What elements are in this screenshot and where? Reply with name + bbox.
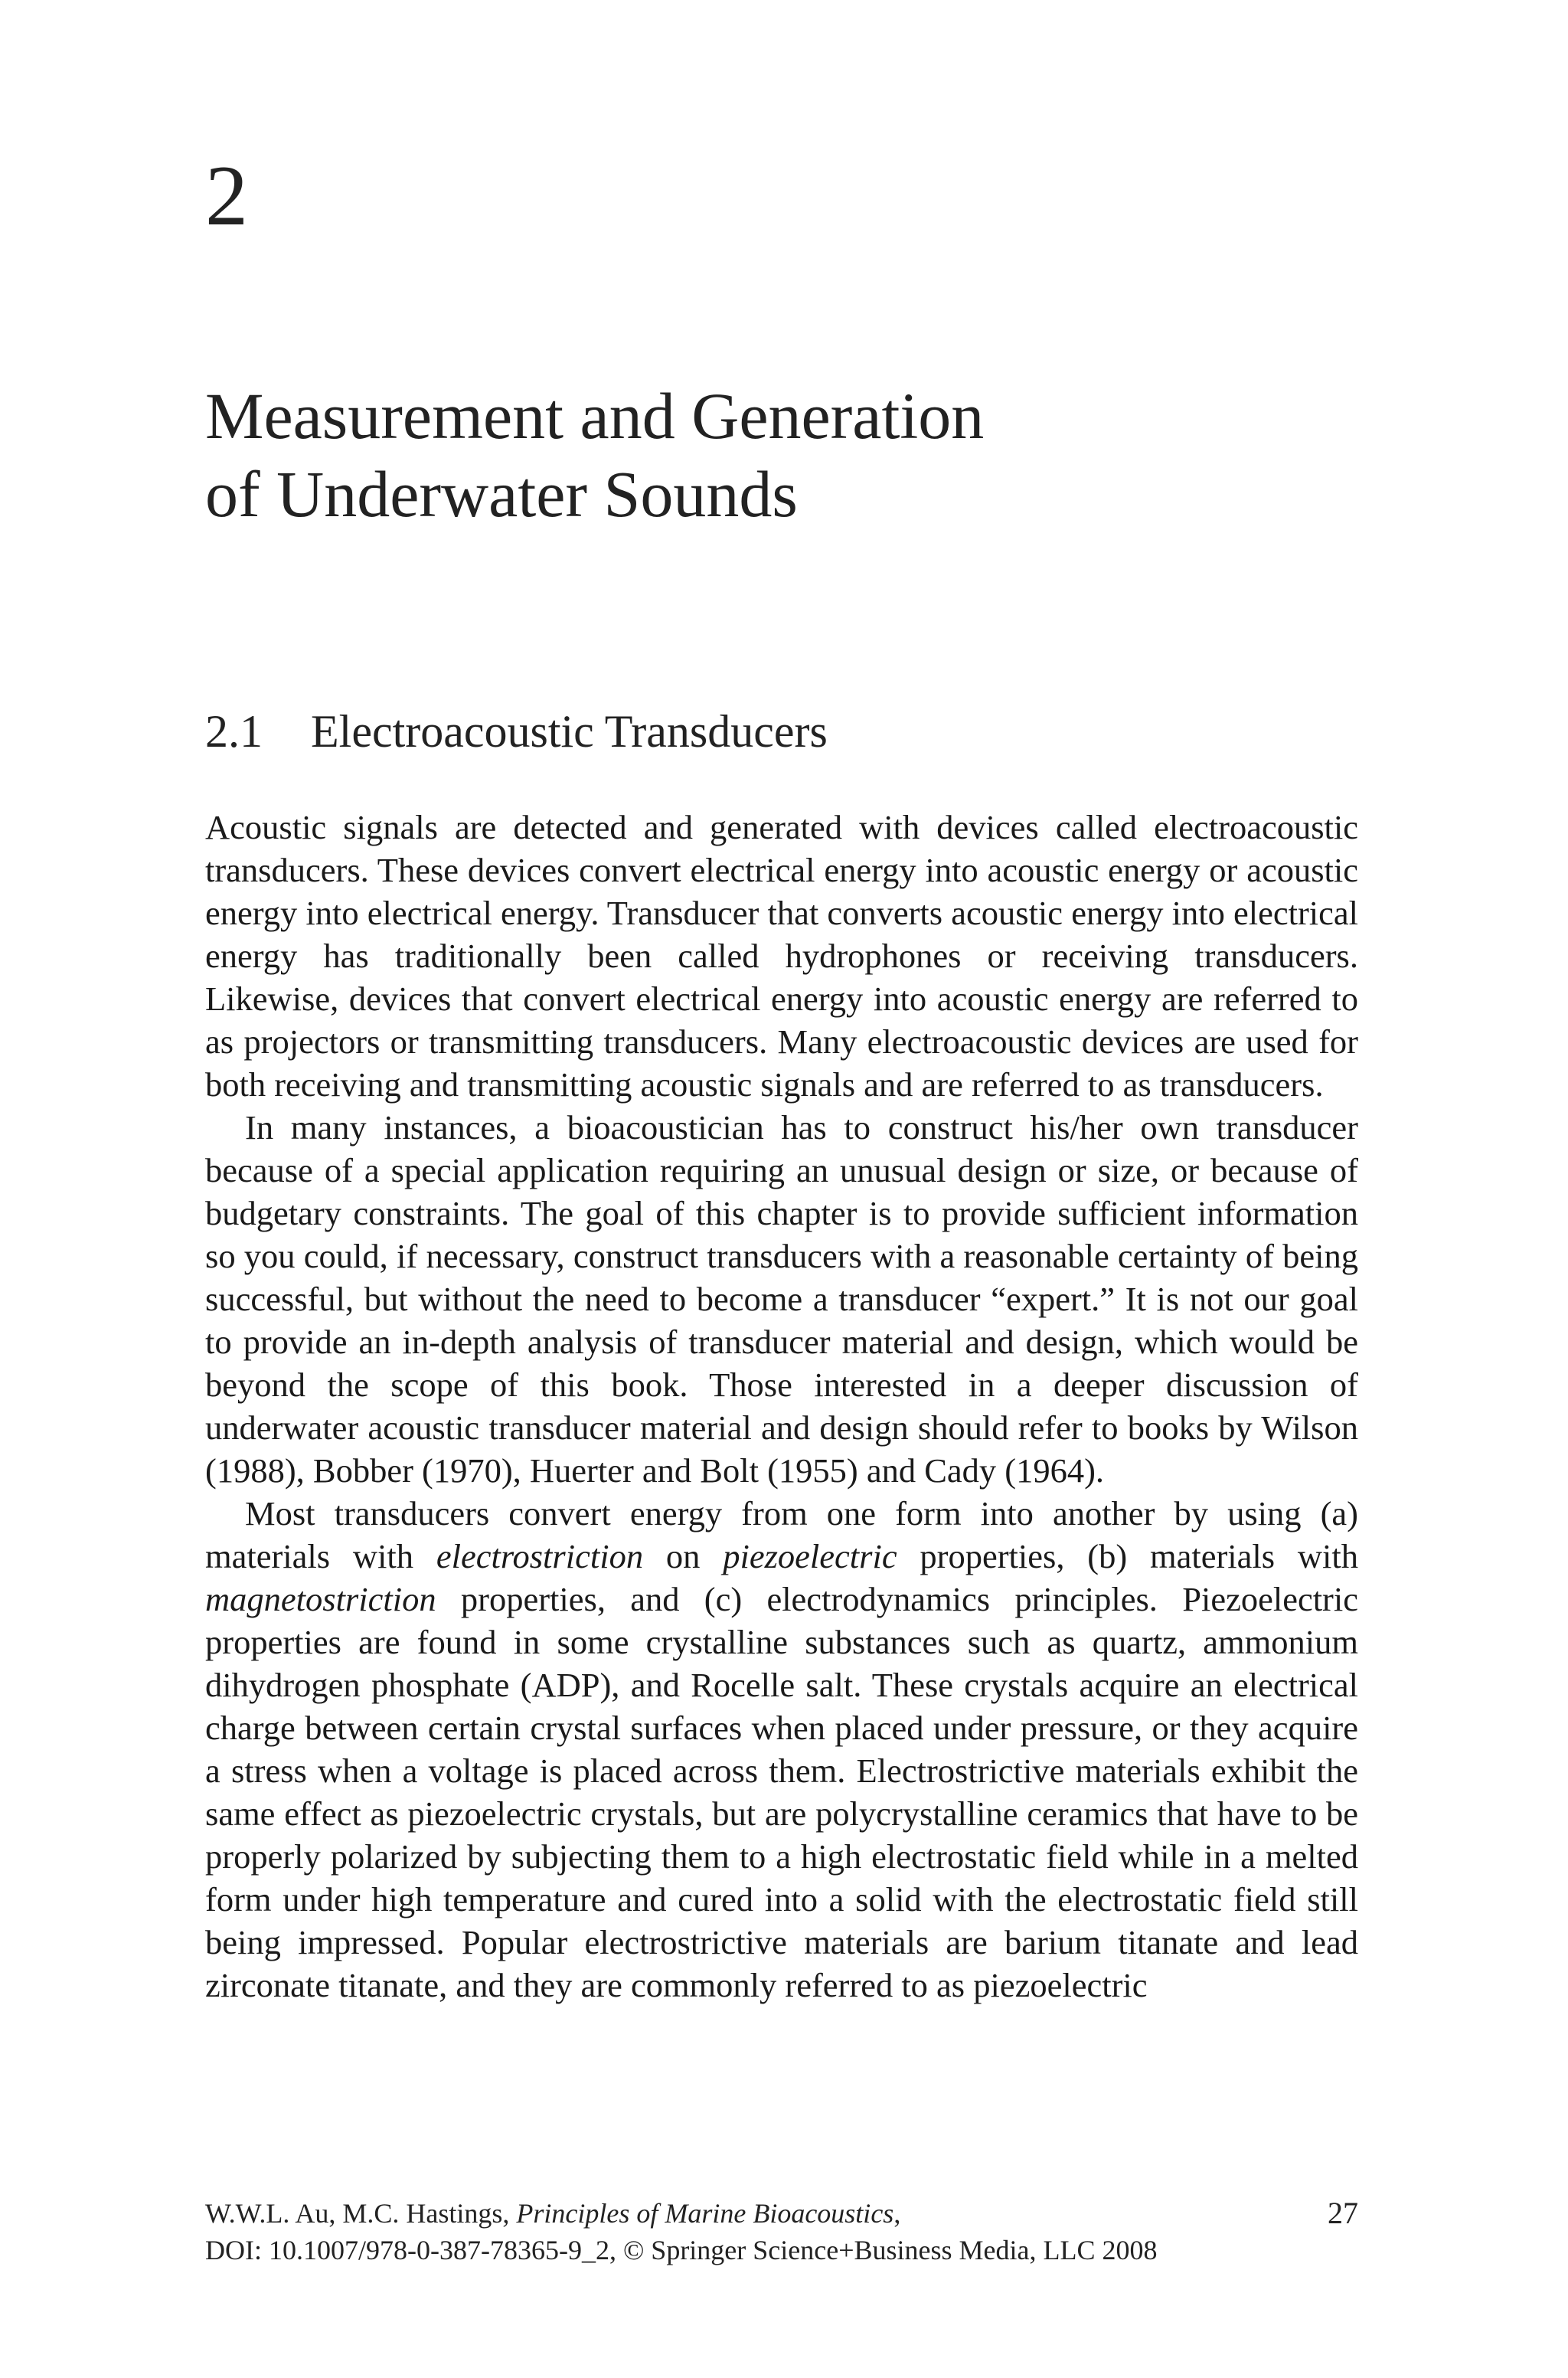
citation-line — [205, 2195, 1358, 2232]
body-text — [205, 806, 1358, 2007]
citation-book-title: Principles of Marine Bioacoustics — [516, 2198, 894, 2229]
term-electrostriction: electrostriction — [436, 1537, 644, 1575]
paragraph-3-text-2: on — [643, 1537, 724, 1575]
doi-line: DOI: 10.1007/978-0-387-78365-9_2, © Springer Science+Business Media, LLC 2008 — [205, 2235, 1158, 2265]
citation-authors: W.W.L. Au, M.C. Hastings, — [205, 2198, 517, 2229]
paragraph-2: In many instances, a bioacoustician has to construct his/her own transducer because of a special application requiring an unusual design or size, or because of budgetary constraints. The goal of this chapter is to provide sufficient information so you could, if necessary, construct transducers with a reasonable certainty of being successful, but without the need to become a transducer “expert.” It is not our goal to provide an in-depth analysis of transducer material and design, which would be beyond the scope of this book. Those interested in a deeper discussion of underwater acoustic transducer material and design should refer to books by Wilson (1988), Bobber (1970), Huerter and Bolt (1955) and Cady (1964). — [205, 1108, 1358, 1490]
paragraph-3-text-1: Most transducers convert energy from one form into another by using (a) materials with — [205, 1494, 1358, 1575]
chapter-title-line-2: of Underwater Sounds — [205, 457, 798, 531]
page-footer — [205, 2195, 1358, 2268]
chapter-title-line-1: Measurement and Generation — [205, 379, 985, 453]
section-title: Electroacoustic Transducers — [311, 706, 828, 757]
chapter-title — [205, 377, 1354, 533]
page-number: 27 — [1328, 2196, 1358, 2230]
term-piezoelectric: piezoelectric — [723, 1537, 897, 1575]
paragraph-3 — [205, 1492, 1358, 2007]
paragraph-3-text-4: properties, and (c) electrodynamics principles. Piezoelectric properties are found in some crystalline substances such as quartz, ammonium dihydrogen phosphate (ADP), and Rocelle salt. These crystals acquire an electrical charge between certain crystal surfaces when placed under pressure, or they acquire a stress when a voltage is placed across them. Electrostrictive materials exhibit the same effect as piezoelectric crystals, but are polycrystalline ceramics that have to be properly polarized by subjecting them to a high electrostatic field while in a melted form under high temperature and cured into a solid with the electrostatic field still being impressed. Popular electrostrictive materials are barium titanate and lead zirconate titanate, and they are commonly referred to as piezoelectric — [205, 1580, 1358, 2004]
section-number: 2.1 — [205, 706, 263, 757]
paragraph-1: Acoustic signals are detected and generated with devices called electroacoustic transducers. These devices convert electrical energy into acoustic energy or acoustic energy into electrical energy. Transducer that converts acoustic energy into electrical energy has traditionally been called hydrophones or receiving transducers. Likewise, devices that convert electrical energy into acoustic energy are referred to as projectors or transmitting transducers. Many electroacoustic devices are used for both receiving and transmitting acoustic signals and are referred to as transducers. — [205, 808, 1358, 1104]
term-magnetostriction: magnetostriction — [205, 1580, 436, 1618]
paragraph-3-text-3: properties, (b) materials with — [897, 1537, 1359, 1575]
citation-comma: , — [893, 2198, 901, 2229]
chapter-number: 2 — [205, 149, 248, 244]
section-heading — [205, 706, 828, 757]
